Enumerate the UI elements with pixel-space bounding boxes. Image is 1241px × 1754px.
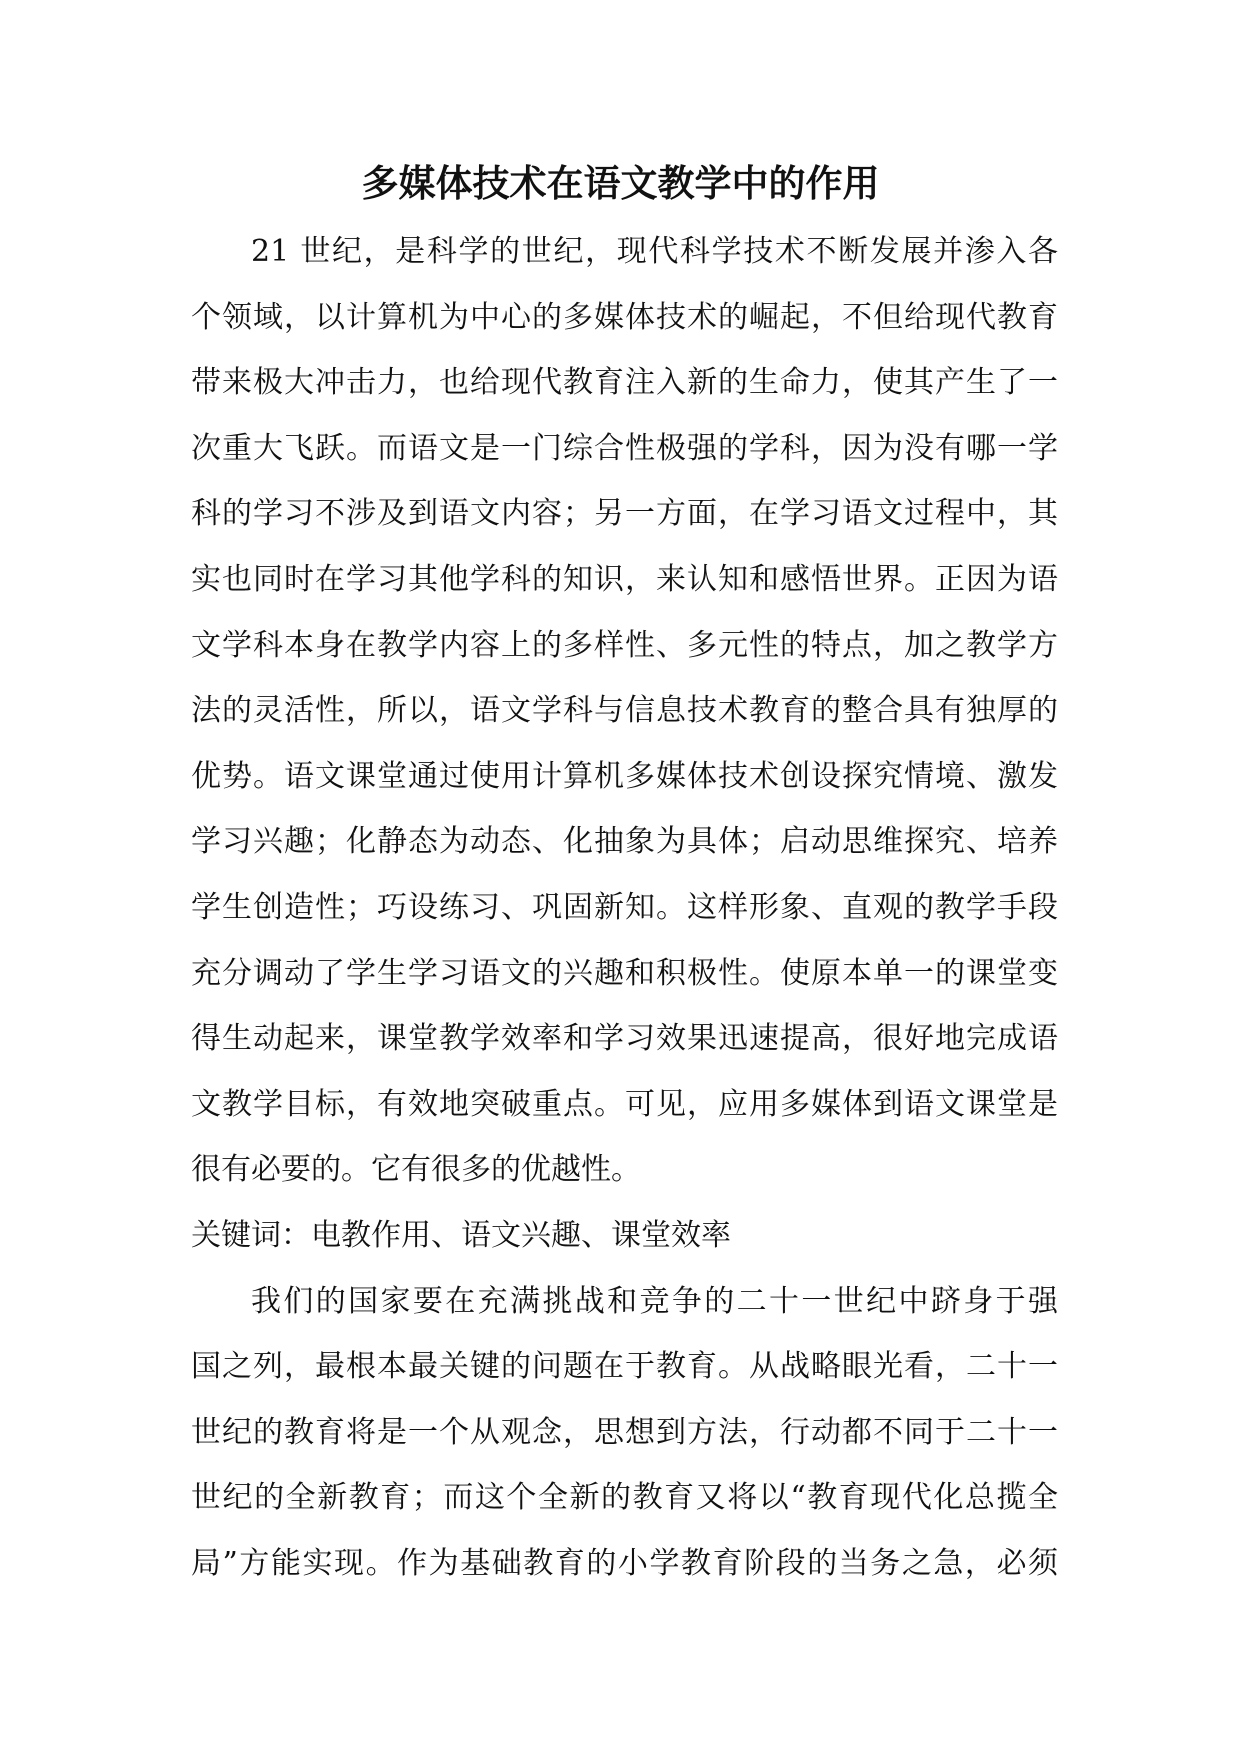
document-body [191, 219, 1058, 1596]
body-line: 文学科本身在教学内容上的多样性、多元性的特点，加之教学方 [191, 627, 1058, 663]
body-line: 带来极大冲击力，也给现代教育注入新的生命力，使其产生了一 [191, 365, 1058, 401]
paragraph-intro [191, 1269, 1058, 1597]
body-line: 世纪的教育将是一个从观念，思想到方法，行动都不同于二十一 [191, 1414, 1058, 1450]
keywords-terms: 电教作用、语文兴趣、课堂效率 [311, 1217, 731, 1253]
body-line: 次重大飞跃。而语文是一门综合性极强的学科，因为没有哪一学 [191, 430, 1058, 466]
keywords-line [191, 1203, 1058, 1269]
body-line: 我们的国家要在充满挑战和竞争的二十一世纪中跻身于强 [251, 1283, 1058, 1319]
body-line: 实也同时在学习其他学科的知识，来认知和感悟世界。正因为语 [191, 561, 1058, 597]
body-line: 法的灵活性，所以，语文学科与信息技术教育的整合具有独厚的 [191, 693, 1058, 729]
body-line: 科的学习不涉及到语文内容；另一方面，在学习语文过程中，其 [191, 496, 1058, 532]
body-line: 很有必要的。它有很多的优越性。 [191, 1152, 641, 1188]
body-line: 得生动起来，课堂教学效率和学习效果迅速提高，很好地完成语 [191, 1021, 1058, 1057]
body-line: 充分调动了学生学习语文的兴趣和积极性。使原本单一的课堂变 [191, 955, 1058, 991]
paragraph-abstract [191, 219, 1058, 1203]
body-line: 21 世纪，是科学的世纪，现代科学技术不断发展并渗入各 [251, 234, 1058, 269]
body-line: 优势。语文课堂通过使用计算机多媒体技术创设探究情境、激发 [191, 758, 1058, 794]
body-line: 学习兴趣；化静态为动态、化抽象为具体；启动思维探究、培养 [191, 824, 1058, 860]
body-line: 文教学目标，有效地突破重点。可见，应用多媒体到语文课堂是 [191, 1086, 1058, 1122]
body-line: 个领域，以计算机为中心的多媒体技术的崛起，不但给现代教育 [191, 299, 1058, 335]
body-line: 国之列，最根本最关键的问题在于教育。从战略眼光看，二十一 [191, 1349, 1058, 1385]
document-title: 多媒体技术在语文教学中的作用 [361, 161, 880, 205]
body-line: 局”方能实现。作为基础教育的小学教育阶段的当务之急，必须 [191, 1545, 1058, 1581]
body-line: 学生创造性；巧设练习、巩固新知。这样形象、直观的教学手段 [191, 889, 1058, 925]
keywords-label: 关键词： [191, 1217, 311, 1253]
body-line: 世纪的全新教育；而这个全新的教育又将以“教育现代化总揽全 [191, 1480, 1058, 1516]
